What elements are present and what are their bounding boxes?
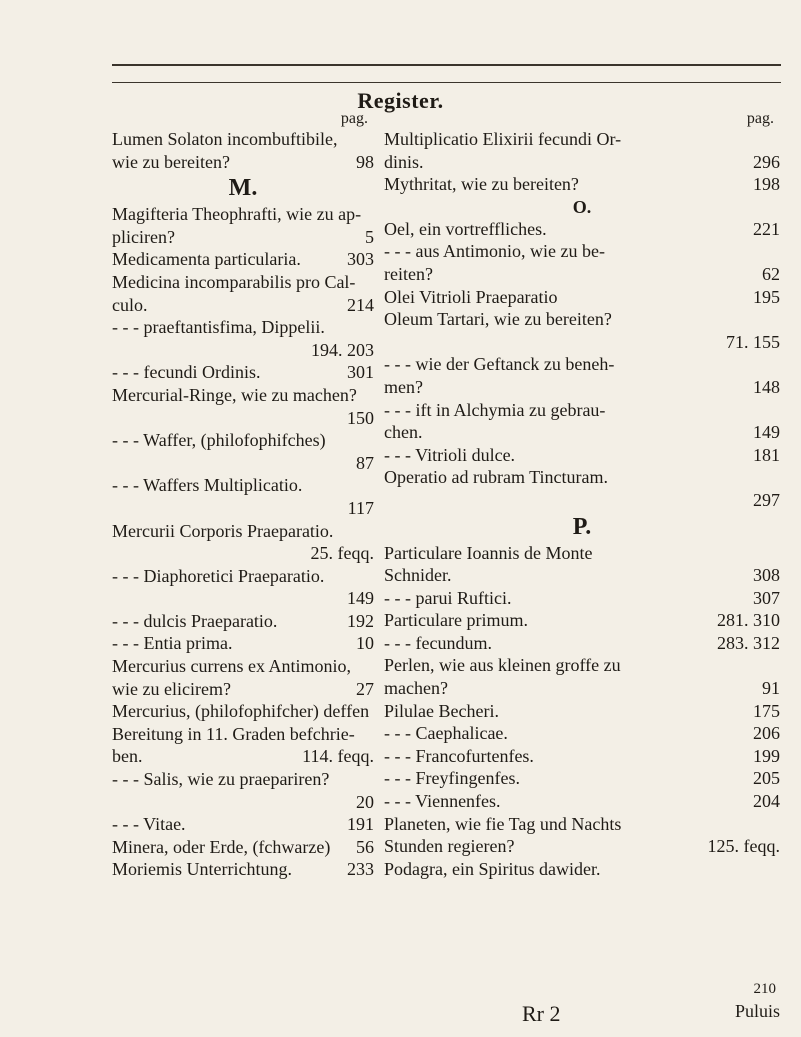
left-pag-label: pag.	[340, 110, 368, 127]
index-entry	[112, 587, 374, 610]
index-entry	[384, 489, 780, 512]
index-entry	[112, 655, 374, 678]
entry-text: Lumen Solaton incombuftibile,	[112, 129, 338, 149]
entry-text: wie zu elicirem?	[112, 678, 231, 699]
entry-page-ref: 297	[753, 489, 780, 510]
entry-page-ref: 149	[753, 422, 780, 443]
index-entry	[112, 700, 374, 723]
entry-text: machen?	[384, 678, 448, 699]
entry-text: - - - Freyfingenfes.	[384, 768, 520, 789]
entry-text: Moriemis Unterrichtung.	[112, 859, 292, 880]
index-entry	[384, 308, 780, 331]
entry-page-ref: 214	[347, 294, 374, 315]
entry-text: wie zu bereiten?	[112, 151, 230, 172]
entry-text: Magifteria Theophrafti, wie zu ap-	[112, 204, 362, 225]
header-rule-bottom	[112, 82, 781, 83]
index-entry	[384, 128, 780, 151]
entry-text: Olei Vitrioli Praeparatio	[384, 286, 558, 307]
entry-text: - - - Caephalicae.	[384, 723, 508, 744]
entry-text: - - - wie der Geftanck zu beneh-	[384, 354, 615, 375]
index-entry	[112, 858, 374, 881]
index-entry	[384, 835, 780, 858]
entry-text: - - - dulcis Praeparatio.	[112, 610, 278, 631]
index-entry	[384, 858, 780, 881]
right-column	[384, 110, 780, 880]
index-entry	[112, 565, 374, 588]
entry-text: - - - Waffers Multiplicatio.	[112, 475, 303, 496]
entry-text: - - - ift in Alchymia zu gebrau-	[384, 399, 606, 420]
entry-text: Pilulae Becheri.	[384, 700, 499, 721]
entry-text: Mercurius currens ex Antimonio,	[112, 656, 351, 677]
index-entry	[384, 745, 780, 768]
index-entry	[112, 248, 374, 271]
entry-text: - - - Vitrioli dulce.	[384, 444, 516, 465]
index-entry	[112, 723, 374, 746]
entry-page-ref: 283. 312	[717, 632, 780, 653]
index-entry	[384, 421, 780, 444]
entry-text: Bereitung in 11. Graden befchrie-	[112, 723, 355, 744]
right-entries	[384, 128, 780, 880]
index-entry	[384, 444, 780, 467]
index-entry	[112, 836, 374, 859]
index-entry	[112, 203, 374, 226]
entry-page-ref: 117	[347, 497, 374, 518]
entry-page-ref: 198	[753, 174, 780, 195]
entry-text: Multiplicatio Elixirii fecundi Or-	[384, 129, 622, 149]
index-entry	[384, 286, 780, 309]
entry-page-ref: 71. 155	[726, 331, 780, 352]
index-entry	[384, 173, 780, 196]
index-entry	[384, 542, 780, 565]
entry-page-ref: 56	[356, 836, 374, 857]
entry-text: ben.	[112, 746, 143, 767]
index-entry	[112, 361, 374, 384]
entry-page-ref: 205	[753, 768, 780, 789]
signature-mark: Rr 2	[522, 1001, 561, 1026]
entry-text: - - - aus Antimonio, wie zu be-	[384, 241, 605, 262]
index-entry	[384, 722, 780, 745]
index-entry	[384, 767, 780, 790]
entry-page-ref: 194. 203	[311, 339, 374, 360]
index-entry	[384, 240, 780, 263]
entry-text: Stunden regieren?	[384, 836, 515, 857]
index-entry	[112, 407, 374, 430]
index-entry	[112, 678, 374, 701]
index-entry	[112, 791, 374, 814]
entry-text: - - - Francofurtenfes.	[384, 745, 534, 766]
index-entry	[384, 466, 780, 489]
entry-page-ref: 296	[753, 151, 780, 172]
entry-text: - - - Entia prima.	[112, 633, 233, 654]
entry-page-ref: 181	[753, 444, 780, 465]
index-entry	[384, 376, 780, 399]
entry-page-ref: 150	[347, 407, 374, 428]
index-entry	[112, 813, 374, 836]
index-entry	[112, 497, 374, 520]
index-entry	[112, 294, 374, 317]
entry-text: - - - Waffer, (philofophifches)	[112, 430, 326, 451]
entry-text: Operatio ad rubram Tincturam.	[384, 467, 608, 488]
index-entry	[384, 353, 780, 376]
entry-page-ref: 10	[356, 633, 374, 654]
entry-page-ref: 233	[347, 859, 374, 880]
entry-text: - - - Vitae.	[112, 814, 186, 835]
entry-text: Perlen, wie aus kleinen groffe zu	[384, 655, 621, 676]
entry-page-ref: 199	[753, 745, 780, 766]
catchword: Puluis	[734, 1001, 780, 1021]
entry-page-ref: 301	[347, 362, 374, 383]
index-entry	[112, 151, 374, 174]
left-entries	[112, 128, 374, 881]
entry-page-ref: 20	[356, 791, 374, 812]
left-column	[112, 110, 374, 881]
entry-text: reiten?	[384, 263, 433, 284]
entry-text: Podagra, ein Spiritus dawider.	[384, 858, 601, 879]
index-entry	[112, 226, 374, 249]
index-entry	[112, 632, 374, 655]
entry-text: culo.	[112, 294, 148, 315]
index-entry	[112, 316, 374, 339]
index-entry	[384, 700, 780, 723]
index-entry	[384, 654, 780, 677]
section-letter: M.	[228, 175, 258, 202]
index-entry	[112, 429, 374, 452]
index-entry	[112, 271, 374, 294]
entry-text: - - - fecundum.	[384, 632, 492, 653]
entry-text: Particulare primum.	[384, 610, 528, 631]
entry-page-ref: 192	[347, 610, 374, 631]
index-entry	[112, 768, 374, 791]
index-entry	[112, 474, 374, 497]
entry-text: - - - fecundi Ordinis.	[112, 362, 261, 383]
entry-page-ref: 114. feqq.	[302, 746, 374, 767]
entry-text: Oel, ein vortreffliches.	[384, 218, 547, 239]
section-letter: O.	[572, 196, 592, 217]
entry-text: - - - praeftantisfima, Dippelii.	[112, 317, 325, 338]
index-entry	[384, 813, 780, 836]
index-entry	[384, 263, 780, 286]
entry-page-ref: 91	[762, 678, 780, 699]
entry-text: - - - Viennenfes.	[384, 791, 501, 812]
index-entry	[112, 452, 374, 475]
entry-text: - - - parui Ruftici.	[384, 587, 512, 608]
entry-page-ref: 308	[753, 565, 780, 586]
entry-text: Oleum Tartari, wie zu bereiten?	[384, 309, 612, 330]
index-entry	[112, 339, 374, 362]
entry-text: Schnider.	[384, 565, 452, 586]
header-rule-top	[112, 64, 781, 66]
index-entry	[384, 632, 780, 655]
entry-text: - - - Salis, wie zu praepariren?	[112, 769, 330, 790]
entry-page-ref: 191	[347, 814, 374, 835]
entry-text: Medicamenta particularia.	[112, 249, 301, 270]
index-entry	[384, 587, 780, 610]
entry-page-ref: 195	[753, 286, 780, 307]
index-entry	[112, 610, 374, 633]
entry-page-ref: 25. feqq.	[310, 543, 374, 564]
entry-text: pliciren?	[112, 226, 175, 247]
entry-text: Planeten, wie fie Tag und Nachts	[384, 813, 622, 834]
index-entry	[112, 745, 374, 768]
entry-page-ref: 27	[356, 678, 374, 699]
index-entry	[112, 542, 374, 565]
entry-text: Medicina incomparabilis pro Cal-	[112, 271, 356, 292]
entry-page-ref: 5	[365, 226, 374, 247]
index-entry	[384, 151, 780, 174]
entry-text: - - - Diaphoretici Praeparatio.	[112, 565, 325, 586]
entry-page-ref: 125. feqq.	[707, 836, 780, 857]
index-entry	[384, 564, 780, 587]
index-entry	[384, 331, 780, 354]
index-entry	[384, 790, 780, 813]
entry-text: Particulare Ioannis de Monte	[384, 542, 593, 563]
footer-page-number: 210	[753, 981, 776, 997]
entry-text: dinis.	[384, 151, 424, 172]
index-entry	[112, 384, 374, 407]
entry-page-ref: 148	[753, 376, 780, 397]
entry-text: chen.	[384, 422, 423, 443]
entry-page-ref: 98	[356, 151, 374, 172]
index-entry	[384, 218, 780, 241]
index-entry	[384, 609, 780, 632]
entry-text: Mercurius, (philofophifcher) deffen	[112, 701, 370, 722]
section-letter: P.	[572, 513, 592, 540]
entry-page-ref: 87	[356, 452, 374, 473]
entry-page-ref: 307	[753, 587, 780, 608]
entry-text: Mythritat, wie zu bereiten?	[384, 174, 579, 195]
entry-page-ref: 149	[347, 588, 374, 609]
entry-text: Mercurial-Ringe, wie zu machen?	[112, 384, 357, 405]
index-entry	[384, 677, 780, 700]
entry-text: men?	[384, 376, 423, 397]
entry-text: Mercurii Corporis Praeparatio.	[112, 520, 334, 541]
entry-page-ref: 281. 310	[717, 610, 780, 631]
index-entry	[112, 520, 374, 543]
index-entry	[384, 399, 780, 422]
page-title: Register.	[357, 88, 444, 113]
entry-page-ref: 303	[347, 249, 374, 270]
entry-page-ref: 62	[762, 263, 780, 284]
right-pag-label: pag.	[746, 110, 774, 127]
entry-page-ref: 221	[753, 218, 780, 239]
entry-page-ref: 206	[753, 723, 780, 744]
entry-page-ref: 204	[753, 791, 780, 812]
index-entry	[112, 128, 374, 151]
entry-text: Minera, oder Erde, (fchwarze)	[112, 836, 331, 857]
entry-page-ref: 175	[753, 700, 780, 721]
